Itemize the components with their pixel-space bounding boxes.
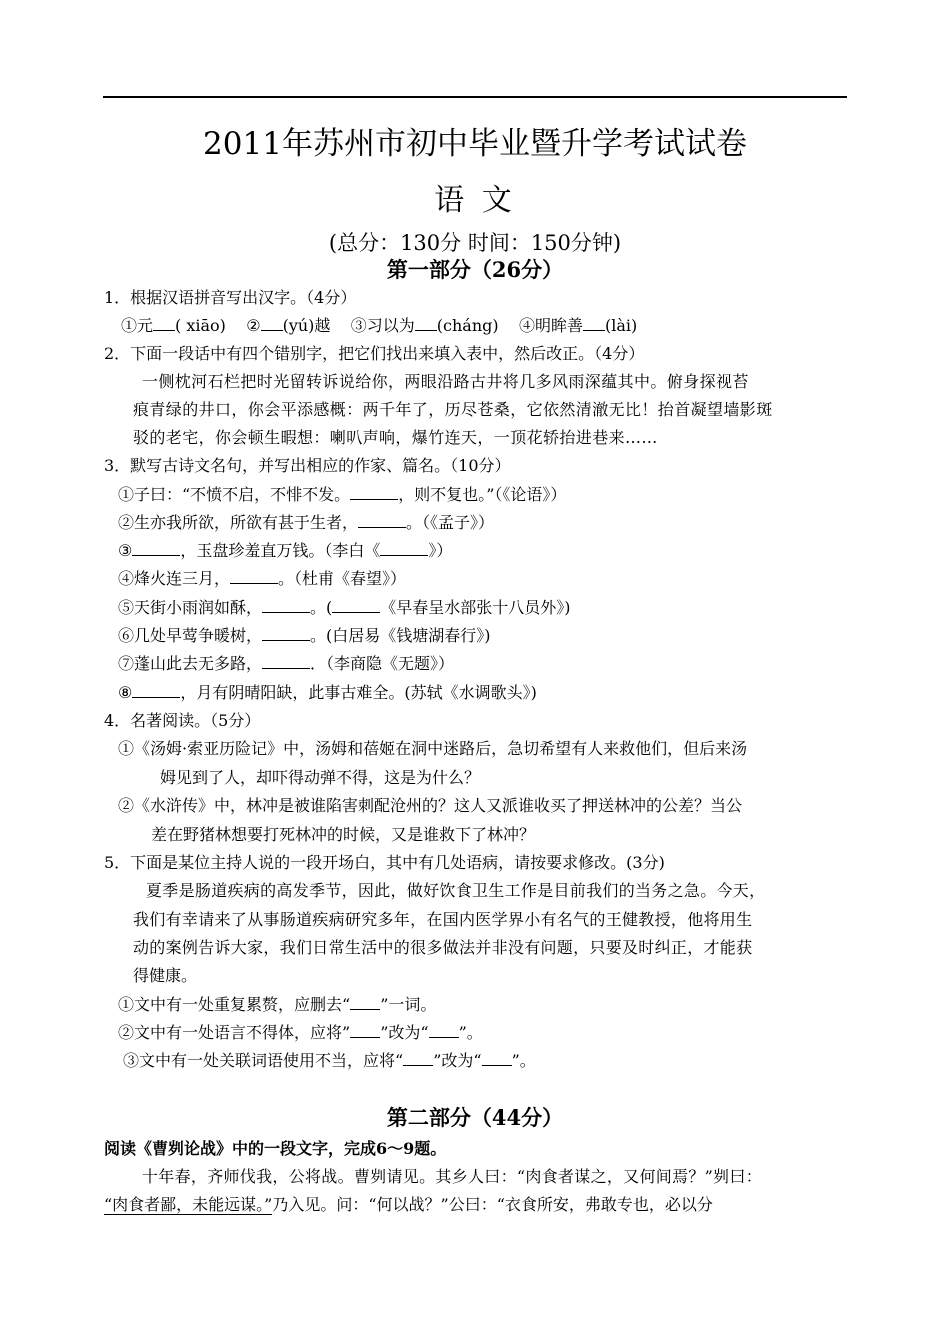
q3-item6-a: ⑥几处早莺争暖树， bbox=[118, 626, 263, 645]
q4-line-3: ②《水浒传》中，林冲是被谁陷害刺配沧州的？这人又派谁收买了押送林冲的公差？当公 bbox=[118, 796, 743, 815]
q3-blank-5b[interactable] bbox=[332, 597, 380, 613]
q5-blank-1[interactable] bbox=[350, 994, 380, 1010]
q3-item-7 bbox=[118, 652, 454, 676]
q3-item3-a: ③ bbox=[118, 541, 133, 560]
q5-label: 5．下面是某位主持人说的一段开场白，其中有几处语病，请按要求修改。(3分) bbox=[104, 853, 665, 872]
q3-item-8 bbox=[118, 681, 537, 705]
q5-blank-5[interactable] bbox=[482, 1050, 512, 1066]
q2-passage-line-2: 痕青绿的井口，你会平添感概：两千年了，历尽苍桑，它依然清澈无比！抬首凝望墙影斑 bbox=[133, 400, 773, 419]
q3-blank-1[interactable] bbox=[350, 484, 398, 500]
q1-item2-pinyin: (yú)越 bbox=[282, 316, 331, 335]
q3-item-6 bbox=[118, 624, 491, 648]
q3-blank-6[interactable] bbox=[262, 625, 310, 641]
q5-sub-3 bbox=[123, 1049, 536, 1073]
q3-blank-5[interactable] bbox=[262, 597, 310, 613]
q3-item-2 bbox=[118, 511, 494, 535]
q1-item2-text: ② bbox=[246, 316, 261, 335]
q5-blank-3[interactable] bbox=[429, 1022, 459, 1038]
q1-blank-4[interactable] bbox=[583, 315, 605, 331]
q1-blank-3[interactable] bbox=[415, 315, 437, 331]
part1-heading: 第一部分（26分） bbox=[386, 257, 564, 282]
q3-item5-a: ⑤天街小雨润如酥， bbox=[118, 598, 263, 617]
q5-passage-line-2: 我们有幸请来了从事肠道疾病研究多年，在国内医学界小有名气的王健教授，他将用生 bbox=[133, 910, 753, 929]
q1-item4-text: ④明眸善 bbox=[518, 316, 583, 335]
part2-passage-line-2 bbox=[104, 1193, 713, 1217]
q2-label: 2．下面一段话中有四个错别字，把它们找出来填入表中，然后改正。（4分） bbox=[104, 344, 645, 363]
q5-sub-2 bbox=[118, 1021, 483, 1045]
q1-item1-pinyin: ( xiāo) bbox=[175, 316, 226, 335]
q3-item5-b: 。( bbox=[310, 598, 333, 617]
q3-blank-4[interactable] bbox=[230, 568, 278, 584]
score-time-info: (总分：130分 时间：150分钟) bbox=[328, 231, 622, 255]
q5-passage-line-1: 夏季是肠道疾病的高发季节，因此，做好饮食卫生工作是目前我们的当务之急。今天， bbox=[146, 881, 766, 900]
q3-blank-3b[interactable] bbox=[380, 540, 428, 556]
q3-item8-b: ，月有阴晴阳缺，此事古难全。(苏轼《水调歌头》) bbox=[180, 683, 537, 702]
q5-blank-4[interactable] bbox=[403, 1050, 433, 1066]
q3-item-1 bbox=[118, 483, 566, 507]
q3-item1-b: ，则不复也。”（《论语》） bbox=[398, 485, 567, 504]
q5-sub2-b: ”改为“ bbox=[380, 1023, 429, 1042]
q4-label: 4．名著阅读。（5分） bbox=[104, 711, 261, 730]
exam-title: 2011年苏州市初中毕业暨升学考试试卷 bbox=[203, 126, 747, 162]
part2-intro: 阅读《曹刿论战》中的一段文字，完成6～9题。 bbox=[104, 1139, 447, 1158]
part2-underlined-quote: “肉食者鄙，未能远谋。” bbox=[104, 1195, 273, 1214]
q5-sub2-c: ”。 bbox=[458, 1023, 483, 1042]
subject-title: 语 文 bbox=[434, 183, 516, 218]
q3-item5-c: 《早春呈水部张十八员外》) bbox=[380, 598, 571, 617]
q3-blank-8[interactable] bbox=[132, 682, 180, 698]
q3-item7-b: ．（李商隐《无题》） bbox=[310, 654, 455, 673]
q3-item6-b: 。(白居易《钱塘湖春行》) bbox=[310, 626, 491, 645]
q5-sub2-a: ②文中有一处语言不得体，应将” bbox=[118, 1023, 351, 1042]
q4-line-1: ①《汤姆·索亚历险记》中，汤姆和蓓姬在洞中迷路后，急切希望有人来救他们，但后来汤 bbox=[118, 739, 748, 758]
q3-blank-3[interactable] bbox=[132, 540, 180, 556]
q3-blank-7[interactable] bbox=[262, 653, 310, 669]
q5-sub3-a: ③文中有一处关联词语使用不当，应将“ bbox=[123, 1051, 404, 1070]
q5-sub1-b: ”一词。 bbox=[380, 995, 437, 1014]
q3-item7-a: ⑦蓬山此去无多路， bbox=[118, 654, 263, 673]
top-rule bbox=[103, 96, 847, 98]
part2-passage-line-1: 十年春，齐师伐我，公将战。曹刿请见。其乡人曰：“肉食者谋之，又何间焉？”刿曰： bbox=[142, 1167, 763, 1186]
q4-line-2: 姆见到了人，却吓得动弹不得，这是为什么？ bbox=[160, 768, 481, 787]
q4-line-4: 差在野猪林想要打死林冲的时候，又是谁救下了林冲？ bbox=[151, 825, 536, 844]
q5-blank-2[interactable] bbox=[350, 1022, 380, 1038]
q1-item3-pinyin: (cháng) bbox=[436, 316, 499, 335]
q3-blank-2[interactable] bbox=[358, 512, 406, 528]
q3-item2-b: 。（《孟子》） bbox=[406, 513, 495, 532]
q3-item3-c: 》） bbox=[428, 541, 453, 560]
q5-sub3-b: ”改为“ bbox=[433, 1051, 482, 1070]
q5-sub3-c: ”。 bbox=[511, 1051, 536, 1070]
q2-passage-line-3: 驳的老宅，你会顿生暇想：喇叭声响，爆竹连天，一顶花轿抬进巷来…… bbox=[133, 428, 658, 447]
q5-sub-1 bbox=[118, 993, 436, 1017]
q2-passage-line-1: 一侧枕河石栏把时光留转诉说给你，两眼沿路古井将几多风雨深蕴其中。俯身探视苔 bbox=[142, 372, 749, 391]
q3-item2-a: ②生亦我所欲，所欲有甚于生者， bbox=[118, 513, 359, 532]
q1-items bbox=[121, 314, 637, 338]
q3-item4-a: ④烽火连三月， bbox=[118, 569, 231, 588]
q3-item-4 bbox=[118, 567, 406, 591]
q3-label: 3．默写古诗文名句，并写出相应的作家、篇名。（10分） bbox=[104, 456, 511, 475]
q1-item3-text: ③习以为 bbox=[350, 316, 415, 335]
q1-blank-1[interactable] bbox=[153, 315, 175, 331]
q3-item4-b: 。（杜甫《春望》） bbox=[278, 569, 407, 588]
q3-item-5 bbox=[118, 596, 571, 620]
q1-blank-2[interactable] bbox=[261, 315, 283, 331]
q3-item1-a: ①子曰：“不愤不启，不悱不发。 bbox=[118, 485, 351, 504]
q1-label: 1．根据汉语拼音写出汉字。（4分） bbox=[104, 288, 357, 307]
q1-item1-text: ①元 bbox=[121, 316, 154, 335]
q5-sub1-a: ①文中有一处重复累赘，应删去“ bbox=[118, 995, 351, 1014]
q1-item4-pinyin: (lài) bbox=[605, 316, 638, 335]
part2-passage-line-2-rest: 乃入见。问：“何以战？”公曰：“衣食所安，弗敢专也，必以分 bbox=[272, 1195, 713, 1214]
part2-heading: 第二部分（44分） bbox=[386, 1105, 564, 1130]
q3-item-3 bbox=[118, 539, 452, 563]
q3-item8-a: ⑧ bbox=[118, 683, 133, 702]
q5-passage-line-3: 动的案例告诉大家，我们日常生活中的很多做法并非没有问题，只要及时纠正，才能获 bbox=[133, 938, 753, 957]
q3-item3-b: ，玉盘珍羞直万钱。（李白《 bbox=[180, 541, 381, 560]
q5-passage-line-4: 得健康。 bbox=[133, 966, 198, 985]
